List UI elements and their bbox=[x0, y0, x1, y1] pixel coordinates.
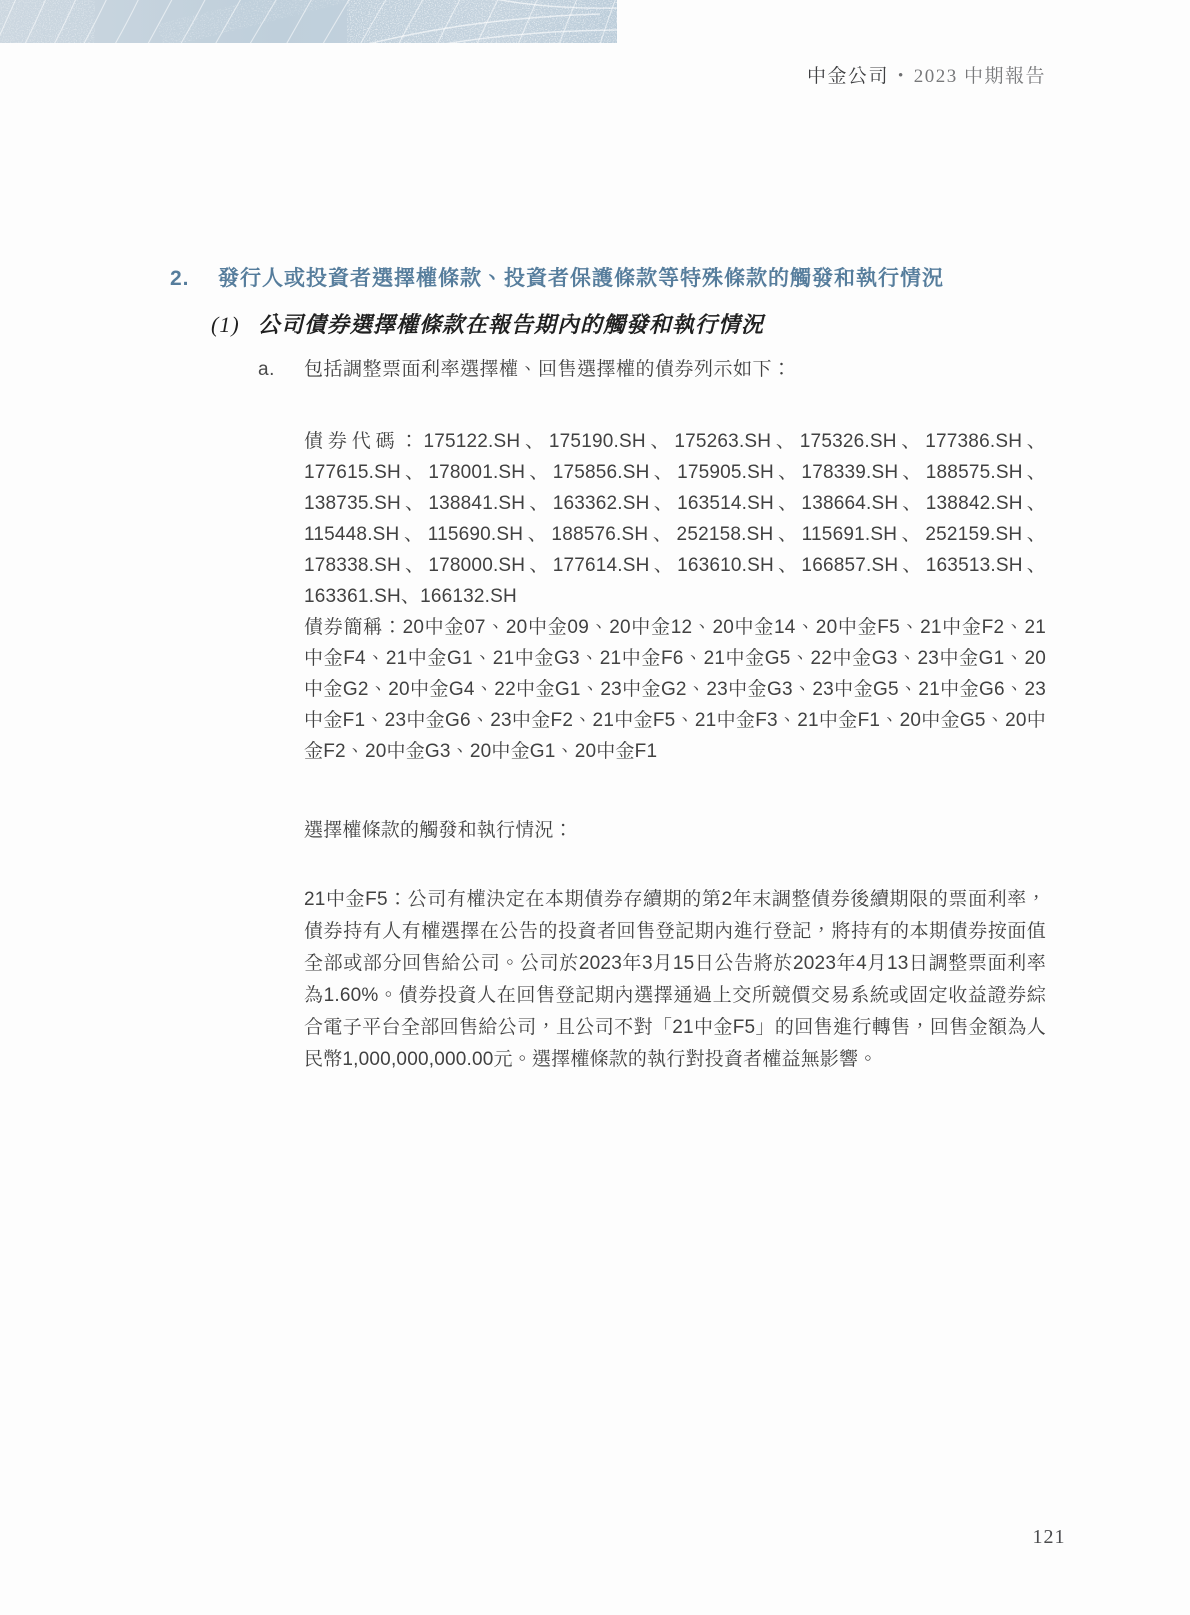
list-item-a-label: a. bbox=[258, 359, 275, 380]
list-item-a bbox=[258, 357, 1070, 382]
option-status-heading: 選擇權條款的觸發和執行情況： bbox=[304, 820, 573, 841]
section-heading bbox=[170, 266, 1070, 292]
running-header-edition: 2023 中期報告 bbox=[913, 66, 1046, 87]
option-detail-paragraph: 21中金F5：公司有權決定在本期債券存續期的第2年末調整債券後續期限的票面利率，債券持有人有權選擇在公告的投資者回售登記期內進行登記，將持有的本期債券按面值全部或部分回售給公司。公司於2023年3月15日公告將於2023年4月13日調整票面利率為1.60%。債券投資人在回售登記期內選擇通過上交所競價交易系統或固定收益證券綜合電子平台全部回售給公司，且公司不對「21中金F5」的回售進行轉售，回售金額為人民幣1,000,000,000.00元。選擇權條款的執行對投資者權益無影響。 bbox=[304, 889, 1046, 1070]
subsection-number: (1) bbox=[211, 312, 240, 337]
bond-codes-paragraph: 債券代碼：175122.SH、175190.SH、175263.SH、175326.SH、177386.SH、177615.SH、178001.SH、175856.SH、175905.SH、178339.SH、188575.SH、138735.SH、138841.SH、163362.SH、163514.SH、138664.SH、138842.SH、115448.SH、115690.SH、188576.SH、252158.SH、115691.SH、252159.SH、178338.SH、178000.SH、177614.SH、163610.SH、166857.SH、163513.SH、163361.SH、166132.SH bbox=[304, 431, 1046, 607]
header-decoration-image bbox=[0, 0, 617, 43]
bond-names-paragraph: 債券簡稱：20中金07、20中金09、20中金12、20中金14、20中金F5、21中金F2、21中金F4、21中金G1、21中金G3、21中金F6、21中金G5、22中金G3、23中金G1、20中金G2、20中金G4、22中金G1、23中金G2、23中金G3、23中金G5、21中金G6、23中金F1、23中金G6、23中金F2、21中金F5、21中金F3、21中金F1、20中金G5、20中金F2、20中金G3、20中金G1、20中金F1 bbox=[304, 617, 1046, 762]
subsection-title: 公司債券選擇權條款在報告期內的觸發和執行情況 bbox=[258, 312, 765, 337]
running-header bbox=[0, 61, 1046, 88]
running-header-company: 中金公司 bbox=[806, 66, 889, 87]
section-number: 2. bbox=[170, 267, 190, 290]
page-number: 121 bbox=[1032, 1526, 1066, 1548]
subsection-heading bbox=[211, 311, 1071, 339]
list-item-a-text: 包括調整票面利率選擇權、回售選擇權的債券列示如下： bbox=[304, 359, 792, 380]
bullet-separator: • bbox=[897, 68, 905, 84]
section-title: 發行人或投資者選擇權條款、投資者保護條款等特殊條款的觸發和執行情況 bbox=[218, 267, 944, 290]
